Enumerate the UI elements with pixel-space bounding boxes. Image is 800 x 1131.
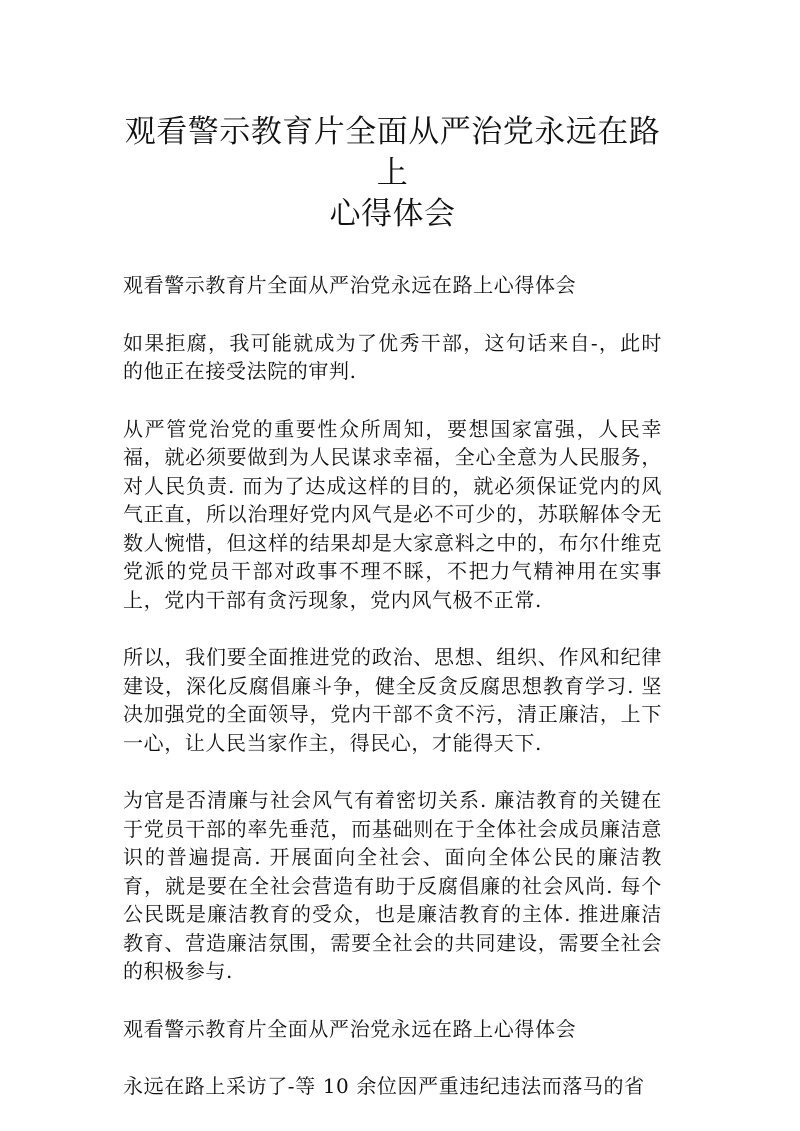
paragraph: 为官是否清廉与社会风气有着密切关系. 廉洁教育的关键在于党员干部的率先垂范，而基础则在于全体社会成员廉洁意识的普遍提高. 开展面向全社会、面向全体公民的廉洁教育，就是要在全社会营造有助于反腐倡廉的社会风尚. 每个公民既是廉洁教育的受众，也是廉洁教育的主体. 推进廉洁教育、营造廉洁氛围，需要全社会的共同建设，需要全社会的积极参与.: [123, 788, 662, 983]
title-line-1: 观看警示教育片全面从严治党永远在路上: [124, 114, 661, 191]
paragraph: 如果拒腐，我可能就成为了优秀干部，这句话来自-，此时的他正在接受法院的审判.: [123, 330, 662, 383]
title-line-2: 心得体会: [329, 196, 456, 232]
document-title: [123, 112, 662, 235]
subtitle-paragraph: 观看警示教育片全面从严治党永远在路上心得体会: [123, 273, 577, 297]
document-body: [123, 271, 662, 1101]
paragraph: 所以，我们要全面推进党的政治、思想、组织、作风和纪律建设，深化反腐倡廉斗争，健全反贪反腐思想教育学习. 坚决加强党的全面领导，党内干部不贪不污，清正廉洁，上下一心，让人民当家作主，得民心，才能得天下.: [123, 645, 662, 755]
paragraph: 永远在路上采访了-等 10 余位因严重违纪违法而落马的省: [123, 1074, 645, 1098]
paragraph: 从严管党治党的重要性众所周知，要想国家富强，人民幸福，就必须要做到为人民谋求幸福，全心全意为人民服务，对人民负责. 而为了达成这样的目的，就必须保证党内的风气正直，所以治理好党内风气是必不可少的，苏联解体令无数人惋惜，但这样的结果却是大家意料之中的，布尔什维克党派的党员干部对政事不理不睬，不把力气精神用在实事上，党内干部有贪污现象，党内风气极不正常.: [123, 416, 662, 612]
section-heading-paragraph: 观看警示教育片全面从严治党永远在路上心得体会: [123, 1016, 577, 1041]
